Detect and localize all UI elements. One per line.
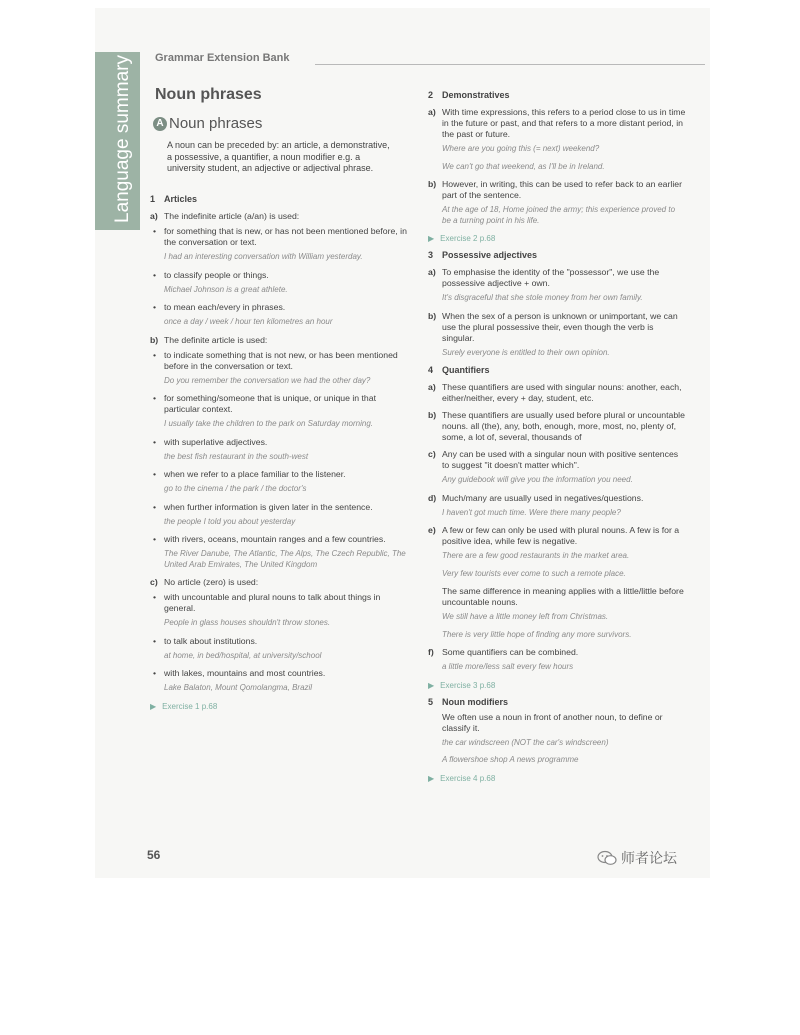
subsection-b: b) The definite article is used: bbox=[150, 334, 268, 345]
list-item: • with lakes, mountains and most countries. bbox=[150, 668, 408, 679]
subsection-a: a) With time expressions, this refers to a period close to us in time in the future or past, and that refers to a more distant period, in the past or future. bbox=[428, 107, 686, 139]
example-sentence: Any guidebook will give you the information you need. bbox=[442, 475, 633, 484]
heading-demonstratives: 2 Demonstratives bbox=[428, 90, 510, 100]
example-sentence: We can't go that weekend, as I'll be in Ireland. bbox=[442, 161, 605, 171]
section-heading bbox=[153, 115, 262, 132]
heading-articles: 1 Articles bbox=[150, 194, 198, 204]
list-item: • to mean each/every in phrases. bbox=[150, 302, 408, 313]
heading-noun-modifiers: 5 Noun modifiers bbox=[428, 696, 509, 707]
subsection-b: b) When the sex of a person is unknown or unimportant, we can use the plural possessive their, even though the verb is singular. bbox=[428, 310, 678, 343]
example-sentence: the car windscreen (NOT the car's windscreen) bbox=[442, 737, 609, 747]
example-sentence: A flowershoe shop A news programme bbox=[442, 755, 579, 764]
subsection-b: b) However, in writing, this can be used to refer back to an earlier part of the sentence. bbox=[428, 179, 682, 200]
list-item: • with uncountable and plural nouns to talk about things in general. bbox=[150, 592, 408, 614]
example-sentence: Lake Balaton, Mount Qomolangma, Brazil bbox=[164, 683, 313, 692]
exercise-link-3[interactable]: ▶ Exercise 3 p.68 bbox=[428, 680, 496, 690]
play-triangle-icon: ▶ bbox=[428, 773, 435, 783]
right-column bbox=[428, 84, 686, 790]
example-sentence: I had an interesting conversation with William yesterday. bbox=[164, 252, 363, 261]
example-sentence: I usually take the children to the park on Saturday morning. bbox=[164, 419, 374, 428]
subsection-e: e) A few or few can only be used with plural nouns. A few is for a positive idea, while few is negative. bbox=[428, 525, 680, 546]
exercise-link-1[interactable]: ▶ Exercise 1 p.68 bbox=[150, 701, 218, 711]
subsection-c: c) No article (zero) is used: bbox=[150, 577, 259, 587]
example-sentence: go to the cinema / the park / the doctor's bbox=[164, 484, 307, 493]
intro-text: A noun can be preceded by: an article, a demonstrative, a possessive, a quantifier, a noun modifier e.g. a university student, an adjective or adjectival phrase. bbox=[167, 140, 390, 173]
body-text: We often use a noun in front of another noun, to define or classify it. bbox=[442, 711, 663, 733]
example-sentence: at home, in bed/hospital, at university/school bbox=[164, 650, 322, 660]
left-column bbox=[150, 188, 408, 718]
list-item: • with rivers, oceans, mountain ranges and a few countries. bbox=[150, 534, 408, 545]
page-number: 56 bbox=[147, 848, 161, 862]
example-sentence: Very few tourists ever come to such a remote place. bbox=[442, 568, 626, 578]
example-sentence: The River Danube, The Atlantic, The Alps, The Czech Republic, The United Arab Emirates, The United Kingdom bbox=[164, 549, 406, 569]
page-title: Noun phrases bbox=[155, 86, 262, 103]
wechat-icon bbox=[597, 850, 617, 866]
example-sentence: the people I told you about yesterday bbox=[164, 516, 296, 526]
watermark-text: 师者论坛 bbox=[621, 850, 677, 866]
list-item: • for something/someone that is unique, or unique in that particular context. bbox=[150, 393, 408, 415]
section-label: Noun phrases bbox=[169, 115, 263, 132]
play-triangle-icon: ▶ bbox=[150, 701, 157, 711]
list-item: • to classify people or things. bbox=[150, 270, 408, 281]
subsection-a: a) To emphasise the identity of the "possessor", we use the possessive adjective + own. bbox=[428, 267, 660, 288]
example-sentence: Surely everyone is entitled to their own opinion. bbox=[442, 347, 610, 357]
example-sentence: a little more/less salt every few hours bbox=[442, 662, 574, 671]
subsection-c: c) Any can be used with a singular noun with positive sentences to suggest "it doesn't matter which". bbox=[428, 449, 679, 470]
list-item: • when further information is given later in the sentence. bbox=[150, 502, 408, 513]
subsection-b: b) These quantifiers are usually used before plural or uncountable nouns. all (the), any, both, enough, more, most, no, plenty of, some, a lot of, several, thousands of bbox=[428, 410, 685, 442]
example-sentence: There are a few good restaurants in the market area. bbox=[442, 551, 630, 560]
exercise-link-4[interactable]: ▶ Exercise 4 p.68 bbox=[428, 773, 496, 783]
example-sentence: Michael Johnson is a great athlete. bbox=[164, 284, 288, 294]
body-text: The same difference in meaning applies with a little/little before uncountable nouns. bbox=[442, 586, 684, 607]
subsection-d: d) Much/many are usually used in negatives/questions. bbox=[428, 492, 644, 503]
list-item: • to indicate something that is not new, or has been mentioned before in the conversation or text. bbox=[150, 350, 408, 372]
example-sentence: At the age of 18, Home joined the army; this experience proved to be a turning point in his life. bbox=[442, 205, 676, 225]
watermark bbox=[597, 848, 677, 868]
example-sentence: There is very little hope of finding any more survivors. bbox=[442, 629, 632, 639]
play-triangle-icon: ▶ bbox=[428, 680, 435, 690]
exercise-link-2[interactable]: ▶ Exercise 2 p.68 bbox=[428, 234, 496, 243]
list-item: • for something that is new, or has not been mentioned before, in the conversation or text. bbox=[150, 226, 408, 248]
running-head: Grammar Extension Bank bbox=[155, 52, 290, 64]
play-triangle-icon: ▶ bbox=[428, 234, 435, 243]
example-sentence: It's disgraceful that she stole money from her own family. bbox=[442, 293, 643, 302]
list-item: • with superlative adjectives. bbox=[150, 437, 408, 448]
example-sentence: We still have a little money left from Christmas. bbox=[442, 612, 609, 621]
side-tab bbox=[95, 52, 140, 230]
heading-quantifiers: 4 Quantifiers bbox=[428, 365, 490, 375]
heading-possessive-adjectives: 3 Possessive adjectives bbox=[428, 250, 538, 260]
list-item: • to talk about institutions. bbox=[150, 636, 408, 647]
example-sentence: People in glass houses shouldn't throw stones. bbox=[164, 618, 331, 627]
subsection-a: a) These quantifiers are used with singular nouns: another, each, either/neither, every + day, student, etc. bbox=[428, 382, 682, 403]
side-tab-label: Language summary bbox=[112, 55, 133, 223]
example-sentence: Do you remember the conversation we had the other day? bbox=[164, 375, 371, 385]
list-item: • when we refer to a place familiar to the listener. bbox=[150, 469, 408, 480]
subsection-f: f) Some quantifiers can be combined. bbox=[428, 647, 579, 657]
section-badge: A bbox=[153, 117, 167, 131]
example-sentence: the best fish restaurant in the south-west bbox=[164, 451, 309, 461]
example-sentence: I haven't got much time. Were there many people? bbox=[442, 507, 621, 517]
header-rule bbox=[315, 64, 705, 65]
example-sentence: Where are you going this (= next) weekend? bbox=[442, 144, 600, 153]
subsection-a: a) The indefinite article (a/an) is used: bbox=[150, 211, 300, 221]
example-sentence: once a day / week / hour ten kilometres an hour bbox=[164, 317, 333, 326]
